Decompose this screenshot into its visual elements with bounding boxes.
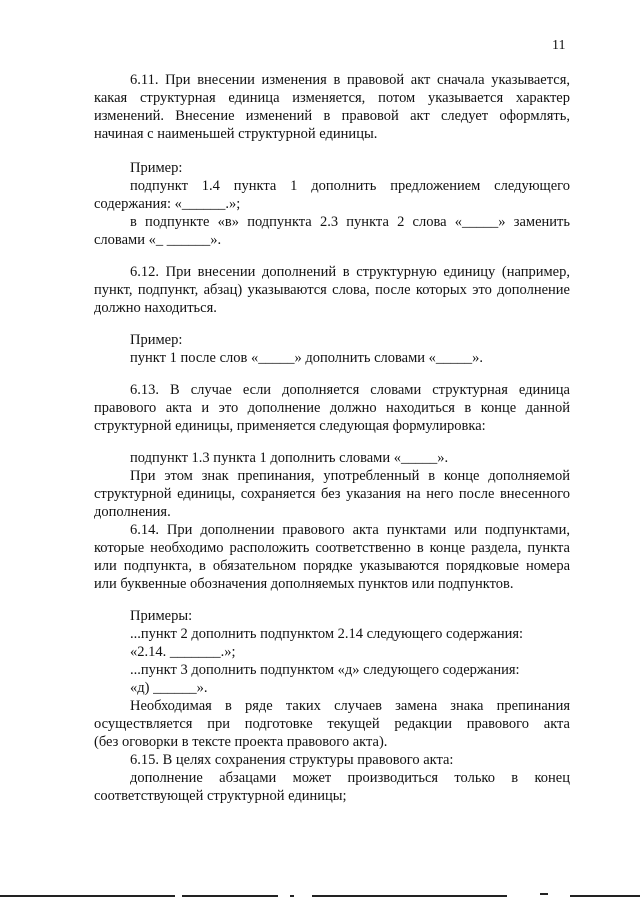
text-line: 6.15. В целях сохранения структуры правового акта: — [130, 752, 454, 768]
text-line: начиная с наименьшей структурной единицы. — [94, 126, 378, 142]
text-line: 6.12. При внесении дополнений в структурную единицу (например, — [130, 264, 570, 280]
text-line: осуществляется при подготовке текущей редакции правового акта — [94, 716, 570, 732]
text-line: Необходимая в ряде таких случаев замена знака препинания — [130, 698, 570, 714]
text-line: правового акта и это дополнение должно находиться в конце данной — [94, 400, 570, 416]
text-line: содержания: «______.»; — [94, 196, 241, 212]
example-heading: Примеры: — [130, 608, 193, 624]
text-line: ...пункт 2 дополнить подпунктом 2.14 следующего содержания: — [130, 626, 524, 642]
text-line: дополнения. — [94, 504, 171, 520]
example-heading: Пример: — [130, 160, 183, 176]
text-line: словами «_ ______». — [94, 232, 222, 248]
example-heading: Пример: — [130, 332, 183, 348]
text-line: подпункт 1.3 пункта 1 дополнить словами «_____». — [130, 450, 449, 466]
text-line: в подпункте «в» подпункта 2.3 пункта 2 слова «_____» заменить — [130, 214, 570, 230]
text-line: пункт 1 после слов «_____» дополнить словами «_____». — [130, 350, 484, 366]
text-line: пункт, подпункт, абзац) указываются слова, после которых это дополнение — [94, 282, 570, 298]
text-line: структурной единицы, сохраняется без указания на него после внесенного — [94, 486, 570, 502]
text-line: изменений. Внесение изменений в правовой акт следует оформлять, — [94, 108, 570, 124]
text-line: «2.14. _______.»; — [130, 644, 236, 660]
text-line: «д) ______». — [130, 680, 208, 696]
text-line: подпункт 1.4 пункта 1 дополнить предложением следующего — [130, 178, 570, 194]
text-line: должно находиться. — [94, 300, 217, 316]
text-line: 6.11. При внесении изменения в правовой акт сначала указывается, — [130, 72, 570, 88]
text-line: дополнение абзацами может производиться только в конец — [130, 770, 570, 786]
text-line: (без оговорки в тексте проекта правового акта). — [94, 734, 388, 750]
text-line: При этом знак препинания, употребленный в конце дополняемой — [130, 468, 570, 484]
page-number: 11 — [552, 38, 566, 53]
text-line: 6.13. В случае если дополняется словами структурная единица — [130, 382, 570, 398]
text-line: ...пункт 3 дополнить подпунктом «д» следующего содержания: — [130, 662, 520, 678]
text-line: какая структурная единица изменяется, потом указывается характер — [94, 90, 570, 106]
text-line: или подпункта, в обязательном порядке указываются порядковые номера — [94, 558, 570, 574]
scan-edge-artifact — [0, 893, 640, 899]
text-line: которые необходимо расположить соответственно в конце раздела, пункта — [94, 540, 570, 556]
text-line: 6.14. При дополнении правового акта пунктами или подпунктами, — [130, 522, 570, 538]
text-line: структурной единицы, применяется следующая формулировка: — [94, 418, 486, 434]
text-line: соответствующей структурной единицы; — [94, 788, 347, 804]
text-line: или буквенные обозначения дополняемых пунктов или подпунктов. — [94, 576, 514, 592]
